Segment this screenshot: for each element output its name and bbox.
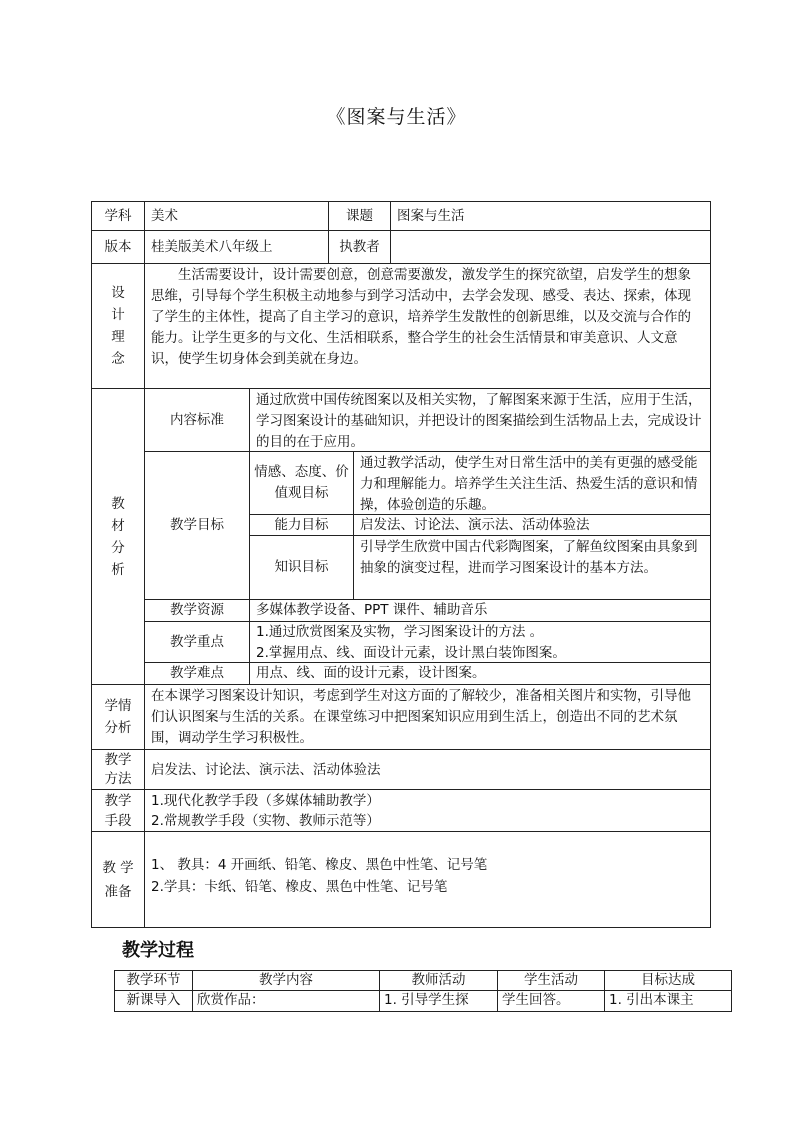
process-cell-content: 欣赏作品： [192,990,380,1012]
process-header-stage: 教学环节 [114,970,193,991]
means-line-2: 2.常规教学手段（实物、教师示范等） [151,813,380,829]
key-points-label: 教学重点 [144,621,250,663]
means-text [144,789,711,832]
process-header-teacher: 教师活动 [379,970,498,991]
process-cell-teacher: 1. 引导学生探 [379,990,498,1012]
process-header-goal: 目标达成 [604,970,732,991]
edition-value: 桂美版美术八年级上 [144,230,329,264]
process-cell-stage: 新课导入 [114,990,193,1012]
difficulty-text: 用点、线、面的设计元素，设计图案。 [249,662,711,685]
document-title: 《图案与生活》 [326,106,467,128]
process-cell-student: 学生回答。 [497,990,605,1012]
process-header-content: 教学内容 [192,970,380,991]
process-cell-goal: 1. 引出本课主 [604,990,732,1012]
methods-text: 启发法、讨论法、演示法、活动体验法 [144,749,711,790]
learner-label: 学情 分析 [91,684,145,750]
difficulty-label: 教学难点 [144,662,250,685]
content-standard-label: 内容标准 [144,388,250,452]
goals-label: 教学目标 [144,451,250,600]
analysis-label: 教 材 分 析 [91,388,145,685]
emotion-goal-text: 通过教学活动，使学生对日常生活中的美有更强的感受能力和理解能力。培养学生关注生活、热爱生活的意识和情操，体验创造的乐趣。 [353,451,711,515]
prep-label: 教 学 准备 [91,831,145,928]
emotion-goal-label: 情感、态度、价值观目标 [249,451,354,515]
process-header-student: 学生活动 [497,970,605,991]
content-standard-text: 通过欣赏中国传统图案以及相关实物，了解图案来源于生活，应用于生活，学习图案设计的基础知识，并把设计的图案描绘到生活物品上去，完成设计的目的在于应用。 [249,388,711,452]
process-heading: 教学过程 [122,940,194,961]
knowledge-goal-label: 知识目标 [249,535,354,600]
methods-label: 教学 方法 [91,749,145,790]
means-label: 教学 手段 [91,789,145,832]
teacher-label: 执教者 [328,230,391,264]
key-point-1: 1.通过欣赏图案及实物，学习图案设计的方法 。 [256,624,544,640]
resources-label: 教学资源 [144,599,250,622]
key-points-text [249,621,711,663]
learner-text: 在本课学习图案设计知识，考虑到学生对这方面的了解较少，准备相关图片和实物，引导他们认识图案与生活的关系。在课堂练习中把图案知识应用到生活上，创造出不同的艺术氛围，调动学生学习积极性。 [144,684,711,750]
resources-text: 多媒体教学设备、PPT 课件、辅助音乐 [249,599,711,622]
ability-goal-label: 能力目标 [249,514,354,536]
design-label: 设 计 理 念 [91,263,145,389]
subject-value: 美术 [144,201,329,231]
ability-goal-text: 启发法、讨论法、演示法、活动体验法 [353,514,711,536]
key-point-2: 2.掌握用点、线、面设计元素，设计黑白装饰图案。 [256,645,566,661]
prep-line-1: 1、 教具：4 开画纸、铅笔、橡皮、黑色中性笔、记号笔 [151,857,488,873]
prep-line-2: 2.学具：卡纸、铅笔、橡皮、黑色中性笔、记号笔 [151,879,448,895]
edition-label: 版本 [91,230,145,264]
prep-text [144,831,711,928]
topic-label: 课题 [328,201,391,231]
topic-value: 图案与生活 [390,201,711,231]
teacher-value [390,230,711,264]
knowledge-goal-text: 引导学生欣赏中国古代彩陶图案，了解鱼纹图案由具象到抽象的演变过程，进而学习图案设计的基本方法。 [353,535,711,600]
subject-label: 学科 [91,201,145,231]
means-line-1: 1.现代化教学手段（多媒体辅助教学） [151,793,380,809]
design-text: 生活需要设计，设计需要创意，创意需要激发，激发学生的探究欲望，启发学生的想象思维，引导每个学生积极主动地参与到学习活动中，去学会发现、感受、表达、探索，体现了学生的主体性，提高了自主学习的意识，培养学生发散性的创新思维，以及交流与合作的能力。让学生更多的与文化、生活相联系，整合学生的社会生活情景和审美意识、人文意识，使学生切身体会到美就在身边。 [144,263,711,389]
